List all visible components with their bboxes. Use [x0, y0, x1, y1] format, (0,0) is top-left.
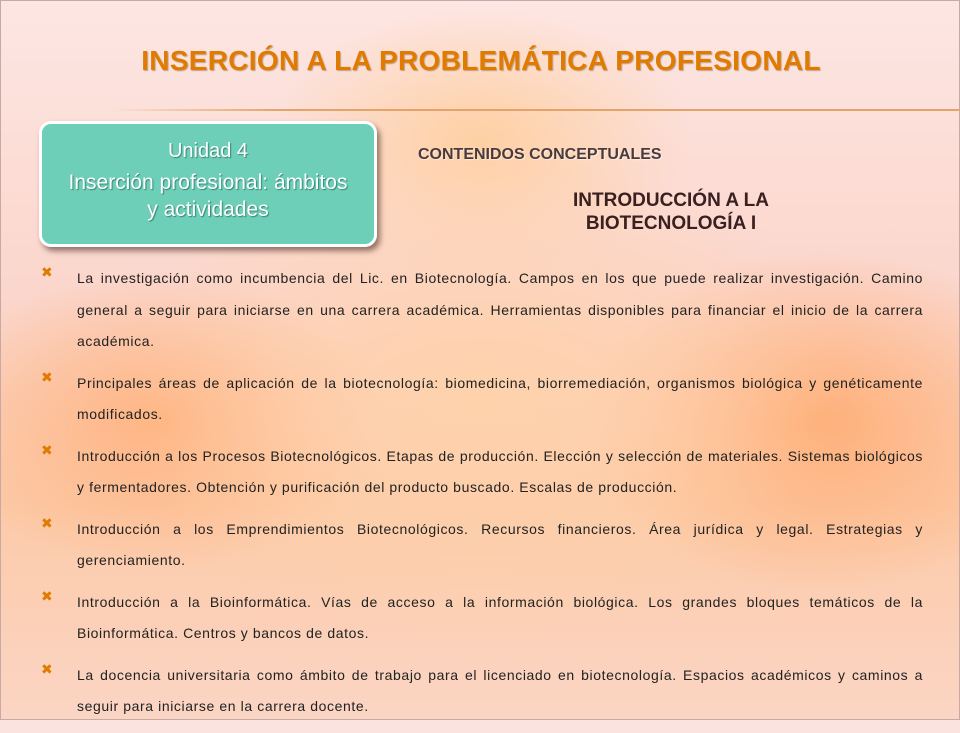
section-label: CONTENIDOS CONCEPTUALES: [418, 146, 662, 163]
list-item-text: Introducción a la Bioinformática. Vías de acceso a la información biológica. Los grandes bloques temáticos de la Bioinformática. Centros y bancos de datos.: [77, 593, 923, 641]
list-item: [39, 263, 923, 358]
cross-bullet-icon: ✖: [41, 660, 53, 677]
list-item-text: La investigación como incumbencia del Lic. en Biotecnología. Campos en los que puede realizar investigación. Camino general a seguir para iniciarse en una carrera académica. Herramientas disponibles para financiar el inicio de la carrera académica.: [77, 270, 923, 349]
cross-bullet-icon: ✖: [41, 264, 53, 280]
list-item-text: Principales áreas de aplicación de la biotecnología: biomedicina, biorremediación, organismos biológica y genéticamente modificados.: [77, 374, 923, 422]
cross-bullet-icon: ✖: [41, 368, 53, 385]
content-list: [39, 263, 923, 733]
list-item-text: La docencia universitaria como ámbito de trabajo para el licenciado en biotecnología. Espacios académicos y caminos a seguir para iniciarse en la carrera docente.: [77, 666, 923, 714]
unit-box: [39, 121, 377, 247]
list-item-text: Introducción a los Procesos Biotecnológicos. Etapas de producción. Elección y selección de materiales. Sistemas biológicos y fermentadores. Obtención y purificación del producto buscado. Escalas de producción.: [77, 447, 923, 495]
subject-title: INTRODUCCIÓN A LA BIOTECNOLOGÍA I: [573, 190, 769, 234]
list-item: [39, 514, 923, 577]
list-item: [39, 660, 923, 723]
list-item: [39, 368, 923, 431]
cross-bullet-icon: ✖: [41, 587, 53, 604]
list-item-text: Introducción a los Emprendimientos Biotecnológicos. Recursos financieros. Área jurídica y legal. Estrategias y gerenciamiento.: [77, 520, 923, 568]
unit-label: Unidad 4: [167, 140, 249, 162]
list-item: [39, 441, 923, 504]
cross-bullet-icon: ✖: [41, 441, 53, 458]
title-divider: [111, 109, 960, 111]
list-item: [39, 587, 923, 650]
unit-subtitle: Inserción profesional: ámbitos y actividades: [68, 171, 348, 221]
cross-bullet-icon: ✖: [41, 514, 53, 531]
slide-title: INSERCIÓN A LA PROBLEMÁTICA PROFESIONAL: [141, 45, 821, 76]
